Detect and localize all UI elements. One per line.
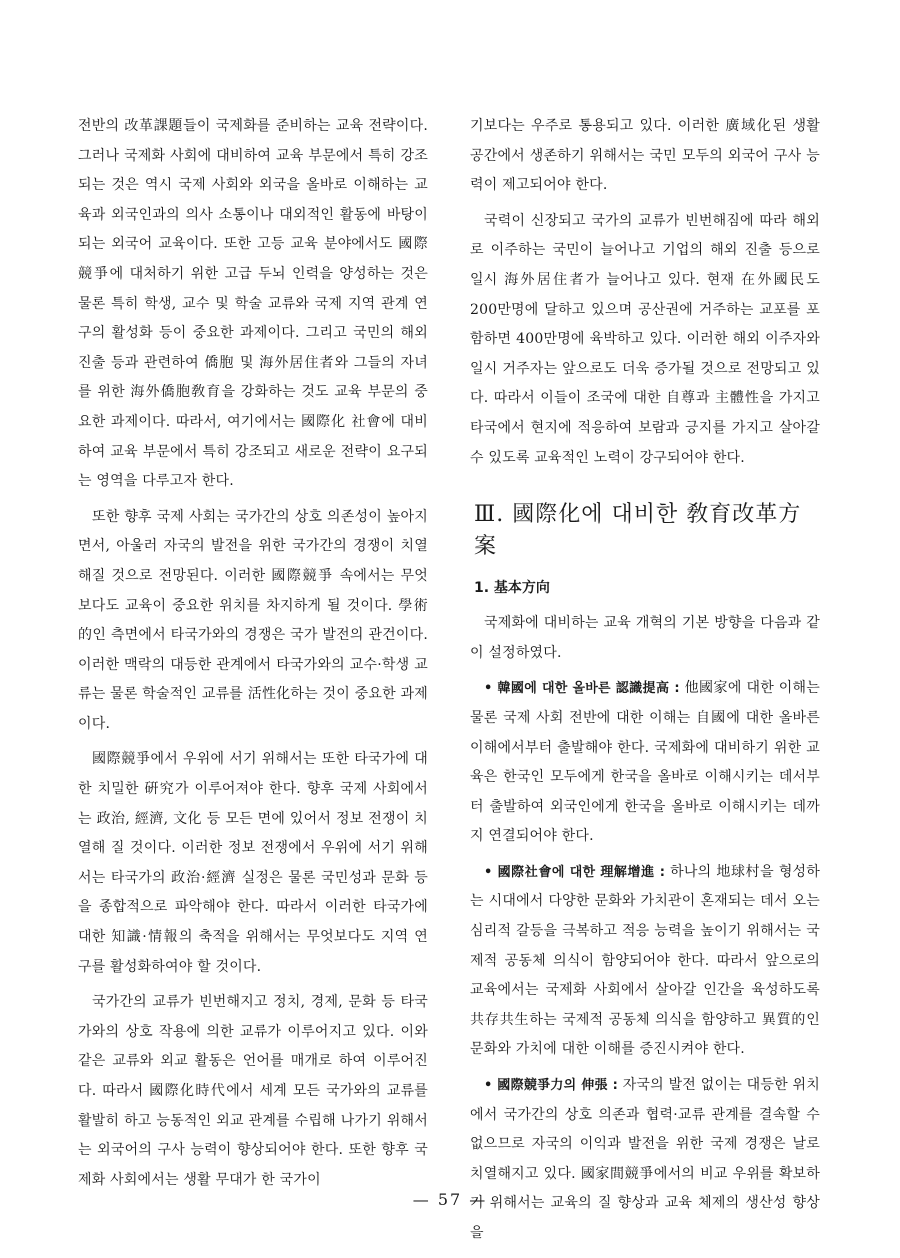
paragraph: 또한 향후 국제 사회는 국가간의 상호 의존성이 높아지면서, 아울러 자국의 발전을 위한 국가간의 경쟁이 치열해질 것으로 전망된다. 이러한 國際競爭 속에서는 무엇보다도 교육이 중요한 위치를 차지하게 될 것이다. 學術的인 측면에서 타국가와의 경쟁은 국가 발전의 관건이다. 이러한 맥락의 대등한 관계에서 타국가와의 교수·학생 교류는 물론 학술적인 교류를 活性化하는 것이 중요한 과제이다. xyxy=(78,508,428,732)
bullet-paragraph xyxy=(470,858,820,1065)
bullet-paragraph xyxy=(470,674,820,852)
paragraph: 전반의 改革課題들이 국제화를 준비하는 교육 전략이다. 그러나 국제화 사회에 대비하여 교육 부문에서 특히 강조되는 것은 역시 국제 사회와 외국을 올바로 이해하는 교육과 외국인과의 의사 소통이나 대외적인 활동에 바탕이 되는 외국어 교육이다. 또한 고등 교육 분야에서도 國際競爭에 대처하기 위한 고급 두뇌 인력을 양성하는 것은 물론 특히 학생, 교수 및 학술 교류와 국제 지역 관계 연구의 활성화 등이 중요한 과제이다. 그리고 국민의 해외 진출 등과 관련하여 僑胞 및 海外居住者와 그들의 자녀를 위한 海外僑胞敎育을 강화하는 것도 교육 부문의 중요한 과제이다. 따라서, 여기에서는 國際化 社會에 대비하여 교육 부문에서 특히 강조되고 새로운 전략이 요구되는 영역을 다루고자 한다. xyxy=(78,118,428,490)
paragraph: 국가간의 교류가 빈번해지고 정치, 경제, 문화 등 타국가와의 상호 작용에 의한 교류가 이루어지고 있다. 이와 같은 교류와 외교 활동은 언어를 매개로 하여 이루어진다. 따라서 國際化時代에서 세계 모든 국가와의 교류를 활발히 하고 능동적인 외교 관계를 수립해 나가기 위해서는 외국어의 구사 능력이 향상되어야 한다. 또한 향후 국제화 사회에서는 생활 무대가 한 국가이 xyxy=(78,994,428,1188)
paragraph: 國際競爭에서 우위에 서기 위해서는 또한 타국가에 대한 치밀한 硏究가 이루어져야 한다. 향후 국제 사회에서는 政治, 經濟, 文化 등 모든 면에 있어서 정보 전쟁이 치열해 질 것이다. 이러한 정보 전쟁에서 우위에 서기 위해서는 타국가의 政治·經濟 실정은 물론 국민성과 문화 등을 종합적으로 파악해야 한다. 따라서 이러한 타국가에 대한 知識·情報의 축적을 위해서는 무엇보다도 지역 연구를 활성화하여야 할 것이다. xyxy=(78,751,428,975)
bullet-paragraph xyxy=(470,1071,820,1249)
right-column xyxy=(470,112,820,1255)
bullet-text: 자국의 발전 없이는 대등한 위치에서 국가간의 상호 의존과 협력·교류 관계를 결속할 수 없으므로 자국의 이익과 발전을 위한 국제 경쟁은 날로 치열해지고 있다. 國家間競爭에서의 비교 우위를 확보하기 위해서는 교육의 질 향상과 교육 체제의 생산성 향상을 xyxy=(470,1077,820,1241)
paragraph: 국력이 신장되고 국가의 교류가 빈번해짐에 따라 해외로 이주하는 국민이 늘어나고 기업의 해외 진출 등으로 일시 海外居住者가 늘어나고 있다. 현재 在外國民도 200만명에 달하고 있으며 공산권에 거주하는 교포를 포함하면 400만명에 육박하고 있다. 이러한 해외 이주자와 일시 거주자는 앞으로도 더욱 증가될 것으로 전망되고 있다. 따라서 이들이 조국에 대한 自尊과 主體性을 가지고 타국에서 현지에 적응하여 보람과 긍지를 가지고 살아갈 수 있도록 교육적인 노력이 강구되어야 한다. xyxy=(470,212,820,466)
bullet-title: • 國際社會에 대한 理解增進 : xyxy=(484,864,666,880)
bullet-text: 하나의 地球村을 형성하는 시대에서 다양한 문화와 가치관이 혼재되는 데서 오는 심리적 갈등을 극복하고 적응 능력을 높이기 위해서는 국제적 공동체 의식이 함양되어야 한다. 따라서 앞으로의 교육에서는 국제화 사회에서 살아갈 인간을 육성하도록 共存共生하는 국제적 공동체 의식을 함양하고 異質的인 문화와 가치에 대한 이해를 증진시켜야 한다. xyxy=(470,863,821,1058)
bullet-title: • 韓國에 대한 올바른 認識提高 : xyxy=(484,681,680,697)
left-column xyxy=(78,112,428,1201)
paragraph: 기보다는 우주로 통용되고 있다. 이러한 廣域化된 생활 공간에서 생존하기 위해서는 국민 모두의 외국어 구사 능력이 제고되어야 한다. xyxy=(470,118,820,194)
section-heading: Ⅲ. 國際化에 대비한 敎育改革方案 xyxy=(474,502,802,560)
page-number: — 57 — xyxy=(412,1190,488,1209)
paragraph: 국제화에 대비하는 교육 개혁의 기본 방향을 다음과 같이 설정하였다. xyxy=(470,615,820,661)
bullet-text: 他國家에 대한 이해는 물론 국제 사회 전반에 대한 이해는 自國에 대한 올바른 이해에서부터 출발해야 한다. 국제화에 대비하기 위한 교육은 한국인 모두에게 한국을 올바로 이해시키는 데서부터 출발하여 외국인에게 한국을 올바로 이해시키는 데까지 연결되어야 한다. xyxy=(470,680,820,845)
bullet-title: • 國際競爭力의 伸張 : xyxy=(484,1078,618,1094)
sub-heading: 1. 基本方向 xyxy=(474,580,550,597)
